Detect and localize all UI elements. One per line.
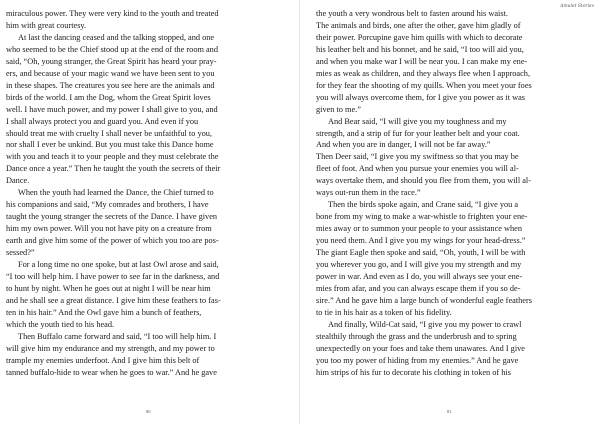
text-line: ers, and because of your magic wand we have been sent to you [6,68,215,78]
text-line: you too my power of hiding from my enemies.” And he gave [316,355,519,365]
text-line: you will always overcome them, for I give you power as it was [316,92,525,102]
text-line: ways out-run them in the race.” [316,188,421,198]
left-page-body [6,8,286,379]
text-line: and when you make war I will be near you. I can make my ene- [316,56,528,66]
text-line: taught the young stranger the secrets of the Dance. I have given [6,212,218,222]
text-line: him strips of his fur to decorate his clothing in token of his [316,367,511,377]
text-line: mies from afar, and you can always escape them if you so de- [316,283,521,293]
text-line: Then Buffalo came forward and said, “I too will help him. I [18,331,217,341]
text-line: will give him my endurance and my strength, and my power to [6,343,215,353]
text-line: stealthily through the grass and the underbrush and to spring [316,331,517,341]
text-line: Dance once a year.” Then he taught the youth the secrets of their [6,164,221,174]
text-line: And Bear said, “I will give you my toughness and my [328,116,507,126]
text-line: the youth a very wondrous belt to fasten around his waist. [316,9,508,18]
text-line: And finally, Wild-Cat said, “I give you my power to crawl [328,319,522,329]
text-line: The animals and birds, one after the other, gave him gladly of [316,20,521,30]
text-line: and he shall see a great distance. I give him these feathers to fas- [6,295,221,305]
text-line: earth and give him some of the power of which you too are pos- [6,236,219,246]
text-line: you wherever you go, and I will give you my strength and my [316,260,522,270]
running-head: Amulet Stories [560,4,594,9]
text-line: which the youth tied to his head. [6,319,115,329]
text-line: in these shapes. The creatures you see here are the animals and [6,80,215,90]
text-line: ways overtake them, and should you flee from them, you will al- [316,176,531,186]
text-line: ten in his hair.” And the Owl gave him a bunch of feathers, [6,307,202,317]
right-page-number: 81 [447,409,452,414]
text-line: At last the dancing ceased and the talking stopped, and one [18,32,215,42]
text-line: Then Deer said, “I give you my swiftness so that you may be [316,152,519,162]
text-line: sire.” And he gave him a large bunch of wonderful eagle feathers [316,295,532,305]
right-page [300,0,600,424]
text-line: him with great courtesy. [6,20,87,30]
text-line: his companions and said, “My comrades and brothers, I have [6,200,209,210]
text-line: trample my enemies underfoot. And I give him this belt of [6,355,200,365]
text-line: power in war. And even as I do, you will always see your ene- [316,271,523,281]
text-line: I shall always protect you and guard you. And even if you [6,116,199,126]
text-line: for they fear the shooting of my quills. When you meet your foes [316,80,532,90]
text-line: you need them. And I give you my wings for your head-dress.” [316,236,526,246]
text-line: Dance. [6,176,30,186]
text-line: strength, and a strip of fur for your leather belt and your coat. [316,128,520,138]
text-line: For a long time no one spoke, but at last Owl arose and said, [18,260,219,270]
text-line: given to me.” [316,104,361,114]
text-line: birds of the world. I am the Dog, whom the Great Spirit loves [6,92,211,102]
text-line: bone from my wing to make a war-whistle to frighten your ene- [316,212,528,222]
text-line: to tie in his hair as a token of his fidelity. [316,307,452,317]
text-line: nor shall I ever be unkind. But you must take this Dance home [6,140,214,150]
text-line: The giant Eagle then spoke and said, “Oh, youth, I will be with [316,248,526,258]
text-line: “I too will help him. I have power to see far in the darkness, and [6,271,220,281]
text-line: miraculous power. They were very kind to the youth and treated [6,9,219,18]
text-line: mies as weak as children, and they always flee when I approach, [316,68,531,78]
text-line: his leather belt and his bonnet, and he said, “I too will aid you, [316,44,524,54]
text-line: Then the birds spoke again, and Crane said, “I give you a [328,200,519,210]
text-line: And when you are in danger, I will not be far away.” [316,140,491,150]
text-line: said, “Oh, young stranger, the Great Spirit has heard your pray- [6,56,217,66]
text-line: their power. Porcupine gave him quills with which to decorate [316,32,523,42]
text-line: should treat me with cruelty I shall never be unfaithful to you, [6,128,212,138]
text-line: When the youth had learned the Dance, the Chief turned to [18,188,214,198]
left-page-number: 80 [146,409,151,414]
text-line: him my own power. Will you not have pity on a creature from [6,224,212,234]
right-page-body [316,8,594,379]
text-line: with you and teach it to your people and they must celebrate the [6,152,219,162]
text-line: who seemed to be the Chief stood up at the end of the room and [6,44,218,54]
text-line: mies away or to summon your people to your assistance when [316,224,522,234]
text-line: unexpectedly on your foes and take them unawares. And I give [316,343,525,353]
text-line: well. I have much power, and my power I shall give to you, and [6,104,218,114]
text-line: tanned buffalo-hide to wear when he goes to war.” And he gave [6,367,217,377]
text-line: fleet of foot. And when you pursue your enemies you will al- [316,164,519,174]
text-line: to hunt by night. When he goes out at night I will be near him [6,283,211,293]
text-line: sessed?” [6,248,35,258]
